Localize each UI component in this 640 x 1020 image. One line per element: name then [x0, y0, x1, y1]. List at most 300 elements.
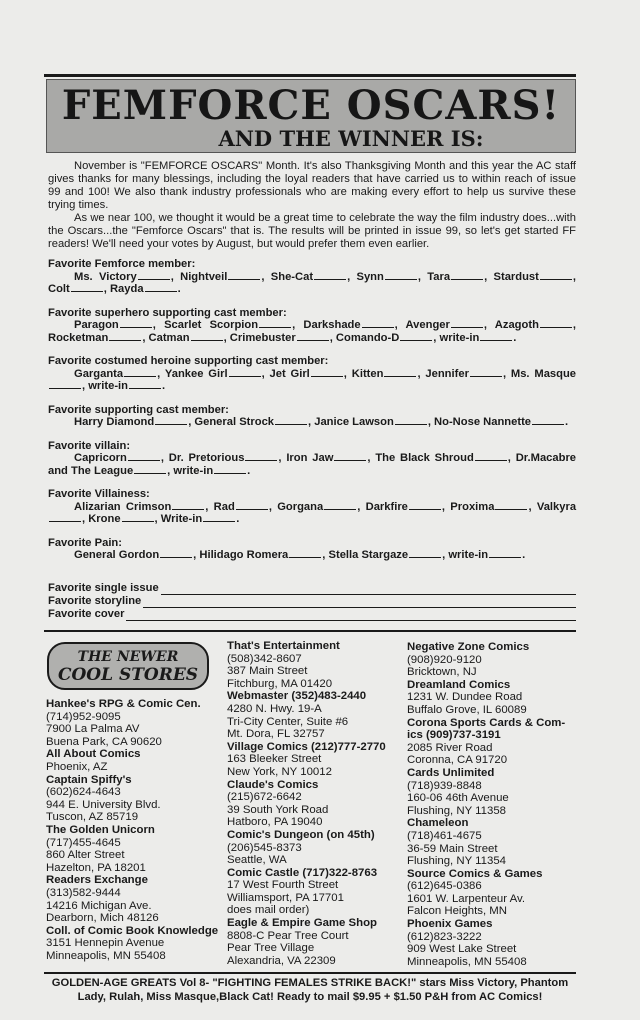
vote-option	[88, 380, 165, 392]
vote-option-label: Rayda	[109, 283, 144, 295]
banner-title: FEMFORCE OSCARS!	[61, 82, 561, 129]
option-separator: ,	[308, 416, 315, 428]
vote-option	[74, 416, 194, 428]
store-detail: Fitchburg, MA 01420	[227, 677, 333, 690]
vote-option-label: Krone	[88, 513, 121, 525]
store-detail: Minneapolis, MN 55408	[407, 955, 527, 968]
option-separator: ,	[442, 549, 449, 561]
poll-category	[48, 355, 576, 393]
option-separator: ,	[223, 331, 230, 344]
free-response-row	[48, 595, 576, 608]
vote-option	[286, 452, 375, 464]
category-title: Favorite superhero supporting cast member:	[48, 306, 287, 319]
vote-option	[74, 501, 214, 513]
vote-option-label: Paragon	[74, 319, 119, 331]
vote-option-label: No-Nose Nannette	[434, 416, 532, 428]
store-name: Eagle & Empire Game Shop	[227, 917, 378, 930]
vote-option-label: Scarlet Scorpion	[164, 319, 259, 331]
vote-option-label: Ms. Masque	[510, 367, 577, 380]
vote-option	[194, 416, 314, 428]
store-name: Claude's Comics	[227, 778, 319, 791]
vote-blank[interactable]	[229, 368, 261, 377]
store-detail: 1601 W. Larpenteur Av.	[407, 892, 525, 905]
option-separator: ,	[142, 331, 149, 344]
vote-blank[interactable]	[49, 513, 81, 522]
store-detail: 2085 River Road	[407, 741, 493, 754]
stores-column-2	[227, 640, 405, 967]
banner	[46, 79, 576, 153]
vote-blank[interactable]	[311, 368, 343, 377]
vote-blank[interactable]	[409, 549, 441, 558]
vote-blank[interactable]	[334, 452, 366, 461]
category-options	[48, 271, 576, 296]
option-separator: ,	[261, 367, 270, 380]
option-separator: ,	[205, 500, 214, 513]
vote-blank[interactable]	[289, 549, 321, 558]
stores-column-1	[46, 698, 219, 962]
option-separator: ,	[278, 452, 287, 464]
store-name: All About Comics	[46, 748, 141, 761]
store-detail: Bricktown, NJ	[407, 666, 477, 679]
vote-option	[48, 332, 149, 344]
poll-category	[48, 258, 576, 296]
vote-option	[427, 271, 493, 283]
vote-option-label: Crimebuster	[229, 331, 296, 344]
vote-option-label: Garganta	[74, 367, 124, 380]
vote-blank[interactable]	[124, 368, 156, 377]
vote-option	[434, 416, 568, 428]
category-options	[48, 549, 576, 562]
store-name: Webmaster (352)483-2440	[227, 690, 367, 703]
option-separator: ,	[103, 283, 110, 295]
footer-divider	[44, 972, 576, 974]
vote-option	[74, 452, 169, 464]
cool-stores-logo-line1: THE NEWER	[77, 649, 179, 665]
vote-blank[interactable]	[385, 271, 417, 280]
category-options	[48, 452, 576, 477]
poll-category	[48, 488, 576, 526]
store-detail: 160-06 46th Avenue	[407, 792, 509, 805]
store-name: Dreamland Comics	[407, 678, 511, 691]
vote-option-label: Alizarian Crimson	[74, 500, 172, 513]
vote-option-label: write-in	[88, 380, 128, 392]
vote-option-label: Rad	[213, 500, 235, 513]
vote-blank[interactable]	[275, 416, 307, 425]
option-separator: ,	[528, 500, 537, 513]
vote-blank[interactable]	[495, 501, 527, 510]
vote-blank[interactable]	[409, 501, 441, 510]
store-detail: Alexandria, VA 22309	[227, 954, 336, 967]
vote-blank[interactable]	[120, 319, 152, 328]
section-divider	[44, 630, 576, 632]
vote-option-label: Gorgana	[277, 500, 324, 513]
store-detail: Coronna, CA 91720	[407, 754, 508, 767]
option-separator: ,	[572, 319, 577, 331]
vote-option-label: Iron Jaw	[286, 452, 334, 464]
vote-blank[interactable]	[400, 332, 432, 341]
write-in-line[interactable]	[143, 598, 576, 608]
vote-option-label: Dr.Macabre and The League	[48, 452, 577, 477]
write-in-line[interactable]	[126, 611, 576, 621]
vote-option-label: Darkshade	[303, 319, 361, 331]
vote-option	[149, 332, 230, 344]
vote-option-label: The Black Shroud	[375, 452, 474, 464]
option-separator: ,	[483, 319, 495, 331]
category-options	[48, 319, 576, 344]
store-detail: does mail order)	[227, 904, 310, 917]
vote-blank[interactable]	[214, 465, 246, 474]
option-separator: ,	[417, 270, 428, 283]
vote-option	[336, 332, 440, 344]
option-separator: ,	[484, 270, 494, 283]
cool-stores-logo	[47, 642, 209, 690]
vote-option-label: Rocketman	[48, 331, 109, 344]
option-separator: ,	[261, 270, 271, 283]
store-detail: Dearborn, Mich 48126	[46, 912, 159, 925]
vote-option	[161, 513, 240, 525]
option-separator: .	[565, 416, 569, 428]
store-detail: (313)582-9444	[46, 886, 121, 899]
vote-option-label: Proxima	[450, 500, 495, 513]
vote-option-label: Capricorn	[74, 452, 127, 464]
store-name: That's Entertainment	[227, 640, 340, 652]
option-separator: ,	[433, 331, 440, 344]
vote-blank[interactable]	[203, 513, 235, 522]
vote-option-label: Azagoth	[494, 319, 539, 331]
poll-category	[48, 404, 576, 429]
vote-option-label: write-in	[439, 331, 480, 344]
vote-blank[interactable]	[480, 332, 512, 341]
vote-option	[173, 465, 250, 477]
store-detail: 387 Main Street	[227, 665, 308, 678]
store-detail: (612)823-3222	[407, 930, 482, 943]
free-response-label: Favorite single issue	[48, 582, 159, 594]
store-name: Captain Spiffy's	[46, 773, 132, 786]
option-separator: ,	[167, 464, 174, 477]
vote-option-label: write-in	[448, 549, 489, 561]
vote-option	[406, 319, 495, 331]
vote-option	[180, 271, 271, 283]
free-response-row	[48, 582, 576, 595]
store-detail: (602)624-4643	[46, 786, 121, 799]
vote-option	[74, 549, 199, 561]
vote-option	[314, 416, 434, 428]
vote-option-label: Valkyra	[536, 500, 577, 513]
vote-blank[interactable]	[145, 283, 177, 292]
vote-option	[230, 332, 336, 344]
vote-option	[74, 319, 164, 331]
category-title: Favorite Femforce member:	[48, 258, 196, 270]
vote-blank[interactable]	[129, 380, 161, 389]
vote-blank[interactable]	[109, 332, 141, 341]
intro-text	[48, 160, 576, 251]
vote-blank[interactable]	[395, 416, 427, 425]
vote-option-label: Janice Lawson	[314, 416, 394, 428]
category-title: Favorite costumed heroine supporting cast member:	[48, 355, 329, 367]
vote-blank[interactable]	[532, 416, 564, 425]
store-detail: (612)645-0386	[407, 880, 482, 893]
vote-option-label: Kitten	[351, 367, 384, 380]
store-name: Hankee's RPG & Comic Cen.	[46, 698, 201, 710]
store-detail: Tri-City Center, Suite #6	[227, 715, 349, 728]
option-separator: ,	[170, 270, 181, 283]
option-separator: ,	[154, 513, 161, 525]
poll-category	[48, 440, 576, 478]
vote-blank[interactable]	[384, 368, 416, 377]
vote-blank[interactable]	[138, 271, 170, 280]
option-separator: ,	[152, 319, 165, 331]
store-detail: (718)461-4675	[407, 829, 482, 842]
store-detail: New York, NY 10012	[227, 765, 332, 778]
vote-blank[interactable]	[451, 271, 483, 280]
vote-blank[interactable]	[489, 549, 521, 558]
vote-option-label: Jet Girl	[269, 367, 310, 380]
store-detail: (714)952-9095	[46, 710, 121, 723]
category-title: Favorite supporting cast member:	[48, 403, 229, 416]
vote-option-label: Dr. Pretorious	[168, 452, 245, 464]
option-separator: ,	[82, 380, 89, 392]
free-response-label: Favorite storyline	[48, 595, 142, 607]
vote-blank[interactable]	[245, 452, 277, 461]
vote-blank[interactable]	[228, 271, 260, 280]
option-separator: ,	[193, 549, 200, 561]
option-separator: .	[247, 464, 251, 477]
vote-option-label: Darkfire	[365, 500, 408, 513]
store-detail: Flushing, NY 11358	[407, 804, 506, 817]
option-separator: ,	[502, 367, 511, 380]
vote-option	[352, 368, 426, 380]
option-separator: ,	[441, 500, 451, 513]
option-separator: ,	[417, 367, 426, 380]
free-response-label: Favorite cover	[48, 608, 125, 620]
store-detail: 1231 W. Dundee Road	[407, 691, 523, 704]
vote-blank[interactable]	[324, 501, 356, 510]
option-separator: ,	[329, 331, 336, 344]
vote-option-label: Synn	[356, 270, 384, 283]
vote-blank[interactable]	[362, 319, 394, 328]
vote-option-label: Stella Stargaze	[328, 549, 409, 561]
option-separator: ,	[507, 452, 516, 464]
store-detail: Hazelton, PA 18201	[46, 861, 146, 874]
vote-option	[366, 501, 451, 513]
option-separator: .	[236, 513, 240, 525]
vote-option-label: Tara	[427, 270, 451, 283]
vote-option	[303, 319, 405, 331]
banner-subtitle: AND THE WINNER IS:	[218, 126, 484, 151]
store-detail: Minneapolis, MN 55408	[46, 949, 166, 962]
vote-option	[74, 368, 165, 380]
store-name: Village Comics (212)777-2770	[227, 740, 386, 753]
vote-option	[48, 283, 110, 295]
free-response-lines	[48, 582, 576, 621]
option-separator: ,	[322, 549, 329, 561]
vote-option	[164, 319, 303, 331]
store-detail: Buffalo Grove, IL 60089	[407, 703, 527, 716]
store-detail: 909 West Lake Street	[407, 943, 517, 956]
option-separator: ,	[82, 513, 89, 525]
store-detail: 4280 N. Hwy. 19-A	[227, 702, 322, 715]
store-detail: (508)342-8607	[227, 652, 302, 665]
store-detail: (215)672-6642	[227, 791, 302, 804]
store-detail: Hatboro, PA 19040	[227, 816, 323, 829]
option-separator: .	[162, 380, 166, 392]
vote-blank[interactable]	[475, 452, 507, 461]
vote-option	[214, 501, 278, 513]
category-options	[48, 501, 576, 526]
vote-option	[165, 368, 270, 380]
poll-category	[48, 537, 576, 562]
store-name: Comic's Dungeon (on 45th)	[227, 828, 375, 841]
store-detail: 7900 La Palma AV	[46, 723, 140, 736]
vote-option	[271, 271, 357, 283]
free-response-row	[48, 608, 576, 621]
vote-option-label: General Gordon	[74, 549, 160, 561]
footer-ad	[44, 976, 576, 1004]
store-name: Readers Exchange	[46, 874, 148, 887]
vote-option-label: Nightveil	[180, 270, 228, 283]
option-separator: .	[513, 331, 517, 344]
option-separator: ,	[343, 367, 352, 380]
store-detail: Flushing, NY 11354	[407, 855, 506, 868]
category-title: Favorite Villainess:	[48, 488, 150, 500]
store-name: Comic Castle (717)322-8763	[227, 866, 378, 879]
store-name: Coll. of Comic Book Knowledge	[46, 924, 219, 937]
store-name: Negative Zone Comics	[407, 641, 530, 653]
vote-option	[375, 452, 515, 464]
store-name: Cards Unlimited	[407, 766, 495, 779]
store-detail: 163 Bleeker Street	[227, 753, 322, 766]
option-separator: ,	[292, 319, 304, 331]
vote-blank[interactable]	[236, 501, 268, 510]
category-options	[48, 368, 576, 393]
vote-blank[interactable]	[155, 416, 187, 425]
store-detail: Mt. Dora, FL 32757	[227, 728, 325, 741]
vote-option-label: General Strock	[194, 416, 275, 428]
vote-blank[interactable]	[451, 319, 483, 328]
vote-option	[450, 501, 537, 513]
option-separator: ,	[157, 367, 165, 380]
option-separator: ,	[427, 416, 435, 428]
vote-blank[interactable]	[71, 283, 103, 292]
vote-blank[interactable]	[470, 368, 502, 377]
vote-option	[494, 271, 577, 283]
store-detail: Tuscon, AZ 85719	[46, 811, 139, 824]
store-detail: (718)939-8848	[407, 779, 482, 792]
category-title: Favorite villain:	[48, 439, 131, 452]
store-detail: 36-59 Main Street	[407, 842, 498, 855]
store-detail: (717)455-4645	[46, 836, 121, 849]
store-detail: 860 Alter Street	[46, 849, 125, 862]
store-name: Chameleon	[407, 817, 469, 830]
vote-blank[interactable]	[49, 380, 81, 389]
category-options	[48, 416, 576, 429]
vote-option	[425, 368, 510, 380]
vote-blank[interactable]	[191, 332, 223, 341]
store-detail: Seattle, WA	[227, 854, 287, 867]
vote-option	[440, 332, 517, 344]
store-detail: Phoenix, AZ	[46, 760, 108, 773]
store-detail: 3151 Hennepin Avenue	[46, 937, 165, 950]
poll-categories	[48, 258, 576, 573]
poll-category	[48, 307, 576, 345]
intro-paragraph-1: November is "FEMFORCE OSCARS" Month. It's also Thanksgiving Month and this year the AC staff gives thanks for many blessings, including the loyal readers that have carried us to within reach of issue 99 and 100! We also thank industry professionals who are making every effort to help us survive these trying times.	[48, 160, 576, 211]
vote-option	[495, 319, 576, 331]
store-detail: 39 South York Road	[227, 803, 329, 816]
vote-option	[329, 549, 449, 561]
option-separator: ,	[394, 319, 406, 331]
vote-option-label: Avenger	[405, 319, 450, 331]
vote-blank[interactable]	[134, 465, 166, 474]
vote-option	[277, 501, 365, 513]
vote-option-label: Yankee Girl	[164, 367, 228, 380]
vote-option-label: Jennifer	[425, 367, 469, 380]
vote-option	[199, 549, 328, 561]
vote-option-label: Catman	[148, 331, 190, 344]
vote-blank[interactable]	[172, 501, 204, 510]
option-separator: .	[522, 549, 526, 561]
vote-blank[interactable]	[259, 319, 291, 328]
vote-blank[interactable]	[540, 319, 572, 328]
option-separator: ,	[347, 270, 357, 283]
store-detail: Pear Tree Village	[227, 942, 315, 955]
option-separator: ,	[268, 500, 278, 513]
intro-paragraph-2: As we near 100, we thought it would be a great time to celebrate the way the film industry does...with the Oscars...the "Femforce Oscars" that is. The results will be printed in issue 99, so let's get started FF readers! We'll need your votes by August, but would prefer them even earlier.	[48, 212, 576, 250]
store-name: Corona Sports Cards & Com-	[407, 716, 566, 729]
option-separator: ,	[357, 500, 366, 513]
store-name: Source Comics & Games	[407, 867, 543, 880]
vote-option-label: Comando-D	[335, 331, 400, 344]
write-in-line[interactable]	[161, 585, 576, 595]
vote-option	[88, 513, 161, 525]
vote-option-label: Hilidago Romera	[199, 549, 289, 561]
vote-option	[169, 452, 287, 464]
option-separator: ,	[188, 416, 195, 428]
store-name: The Golden Unicorn	[46, 823, 155, 836]
option-separator: .	[177, 283, 181, 295]
category-title: Favorite Pain:	[48, 536, 122, 549]
vote-blank[interactable]	[160, 549, 192, 558]
store-detail: 14216 Michigan Ave.	[46, 899, 152, 912]
vote-option-label: Stardust	[493, 270, 539, 283]
vote-option-label: Write-in	[160, 513, 203, 525]
vote-blank[interactable]	[297, 332, 329, 341]
vote-blank[interactable]	[122, 513, 154, 522]
vote-option-label: Ms. Victory	[74, 270, 137, 283]
store-detail: 17 West Fourth Street	[227, 879, 339, 892]
vote-option-label: write-in	[173, 464, 214, 477]
footer-line-2: Lady, Rulah, Miss Masque,Black Cat! Ready to mail $9.95 + $1.50 P&H from AC Comics!	[77, 991, 543, 1003]
store-name: ics (909)737-3191	[407, 729, 501, 742]
store-detail: 8808-C Pear Tree Court	[227, 929, 349, 942]
vote-option-label: She-Cat	[270, 270, 314, 283]
store-name: Phoenix Games	[407, 918, 493, 931]
cool-stores-logo-line2: COOL STORES	[57, 665, 199, 685]
vote-option	[74, 271, 180, 283]
vote-blank[interactable]	[128, 452, 160, 461]
vote-option-label: Colt	[48, 283, 70, 295]
store-detail: (206)545-8373	[227, 841, 302, 854]
vote-blank[interactable]	[540, 271, 572, 280]
store-detail: (908)920-9120	[407, 653, 482, 666]
vote-blank[interactable]	[314, 271, 346, 280]
option-separator: ,	[367, 452, 376, 464]
vote-option	[270, 368, 352, 380]
vote-option	[356, 271, 427, 283]
stores-column-3	[407, 641, 579, 968]
footer-line-1: GOLDEN-AGE GREATS Vol 8- "FIGHTING FEMALES STRIKE BACK!" stars Miss Victory, Phantom	[51, 977, 569, 989]
vote-option	[110, 283, 181, 295]
store-detail: Falcon Heights, MN	[407, 905, 508, 918]
